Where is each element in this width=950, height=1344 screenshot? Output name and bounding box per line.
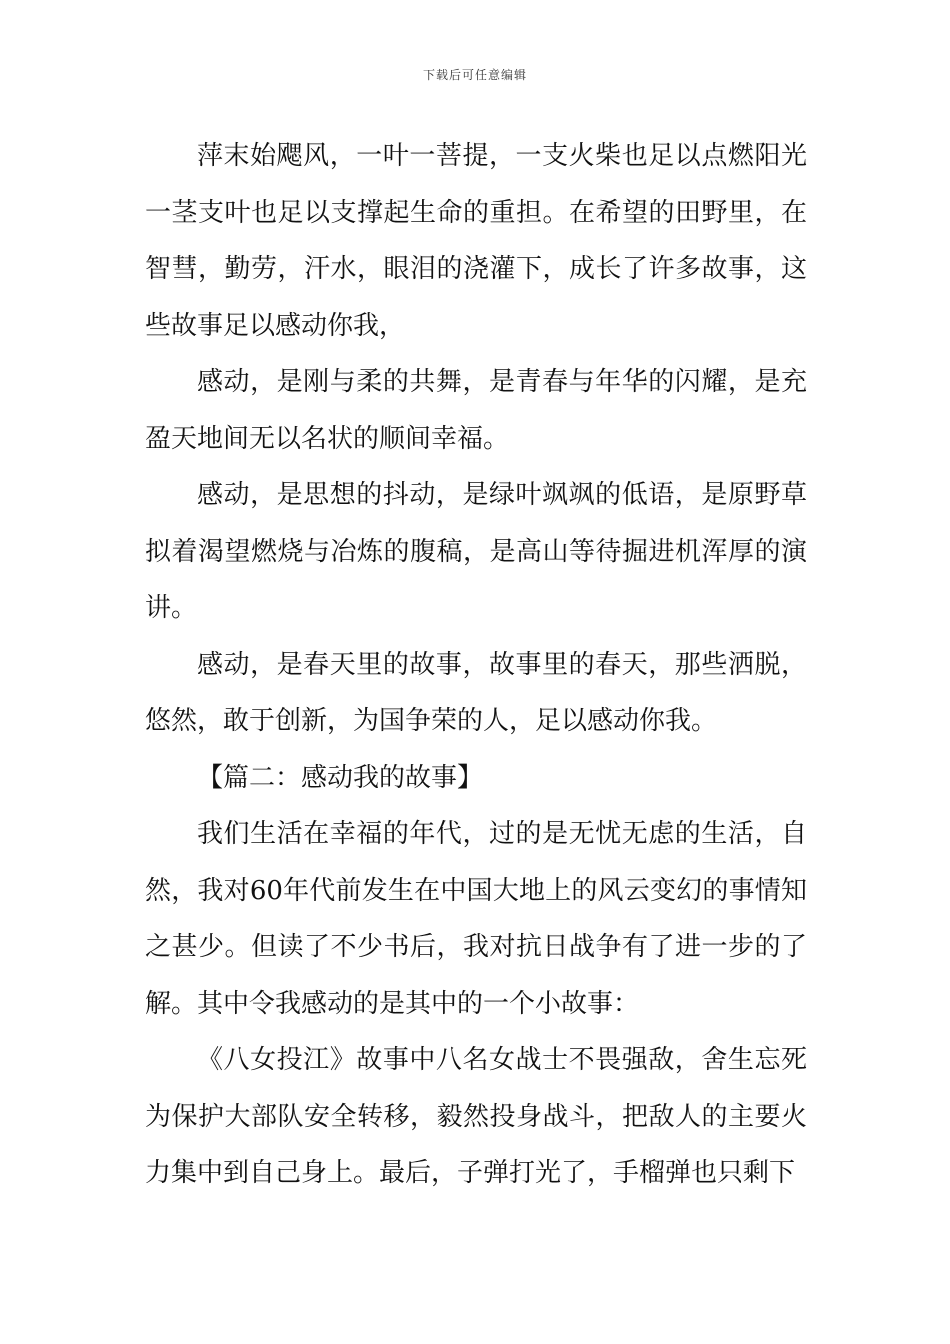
paragraph-1: 萍末始飔风，一叶一菩提，一支火柴也足以点燃阳光一茎支叶也足以支撑起生命的重担。在希望的田野里，在智彗，勤劳，汗水，眼泪的浇灌下，成长了许多故事，这些故事足以感动你我， [145, 141, 807, 341]
section-heading: 【篇二：感动我的故事】 [197, 762, 484, 793]
paragraph-5: 我们生活在幸福的年代，过的是无忧无虑的生活，自然，我对60年代前发生在中国大地上的风云变幻的事情知之甚少。但读了不少书后，我对抗日战争有了进一步的了解。其中令我感动的是其中的一个小故事： [145, 819, 807, 1019]
paragraph-6: 《八女投江》故事中八名女战士不畏强敌，舍生忘死为保护大部队安全转移，毅然投身战斗，把敌人的主要火力集中到自己身上。最后，子弹打光了，手榴弹也只剩下 [145, 1045, 807, 1188]
paragraph-4: 感动，是春天里的故事，故事里的春天，那些洒脱，悠然，敢于创新，为国争荣的人，足以感动你我。 [145, 649, 807, 736]
document-body [145, 128, 807, 1202]
page-header-note: 下载后可任意编辑 [422, 68, 527, 82]
paragraph-3: 感动，是思想的抖动，是绿叶飒飒的低语，是原野草拟着渴望燃烧与冶炼的腹稿，是高山等待掘进机浑厚的演讲。 [145, 480, 807, 623]
paragraph-2: 感动，是刚与柔的共舞，是青春与年华的闪耀，是充盈天地间无以名状的顺间幸福。 [145, 367, 807, 454]
